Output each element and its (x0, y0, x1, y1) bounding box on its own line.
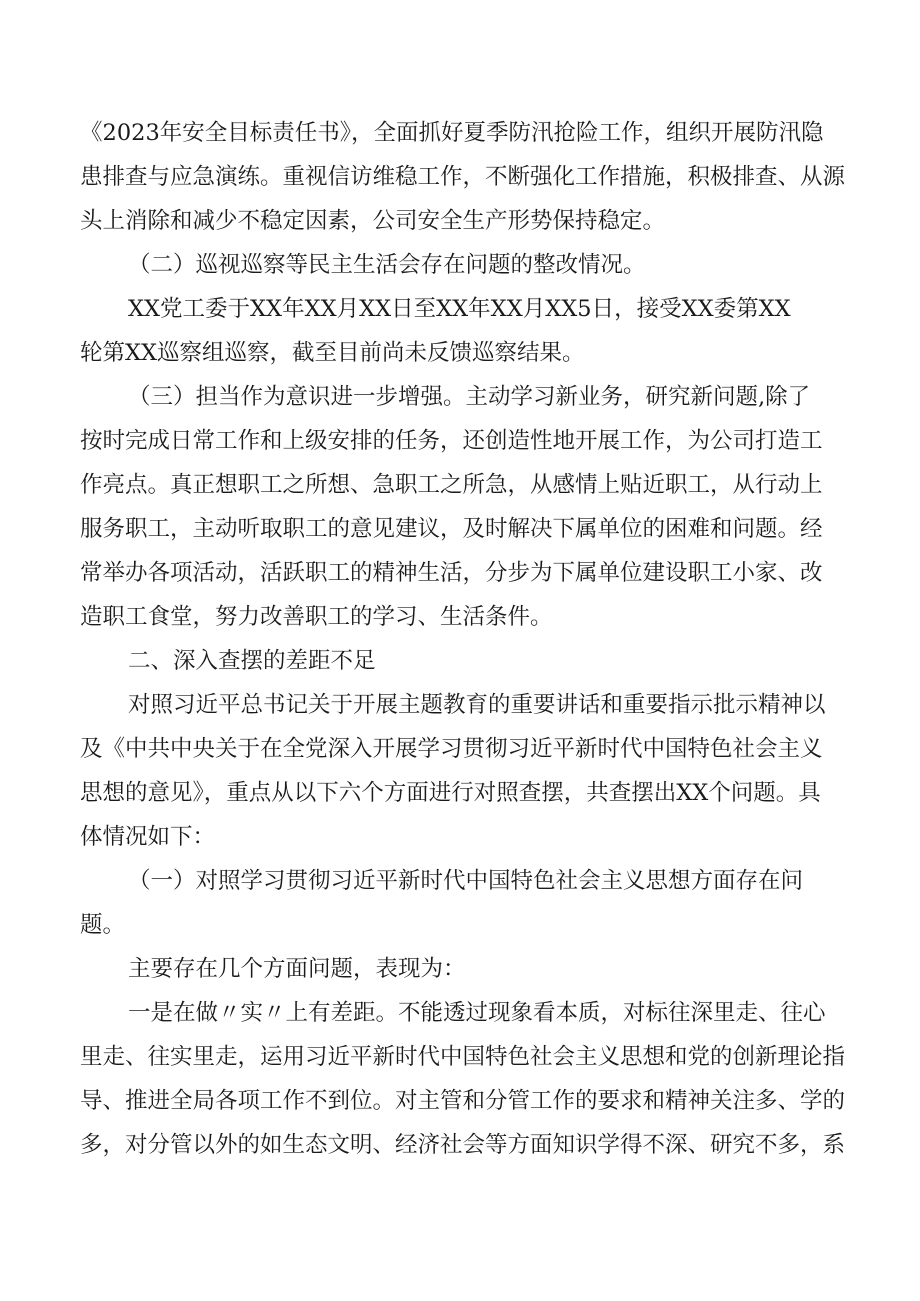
text-line: 常举办各项活动，活跃职工的精神生活，分步为下属单位建设职工小家、改 (80, 560, 823, 586)
text-line: 造职工食堂，努力改善职工的学习、生活条件。 (80, 604, 553, 630)
text-line: 主要存在几个方面问题，表现为： (128, 956, 466, 982)
text-line: （二）巡视巡察等民主生活会存在问题的整改情况。 (128, 252, 646, 278)
text-line: 导、推进全局各项工作不到位。对主管和分管工作的要求和精神关注多、学的 (80, 1088, 846, 1114)
text-line: 轮第XX巡察组巡察，截至目前尚未反馈巡察结果。 (80, 340, 585, 366)
text-line: （三）担当作为意识进一步增强。主动学习新业务，研究新问题,除了 (128, 384, 811, 410)
text-line: 里走、往实里走，运用习近平新时代中国特色社会主义思想和党的创新理论指 (80, 1044, 846, 1070)
text-line: 服务职工，主动听取职工的意见建议，及时解决下属单位的困难和问题。经 (80, 516, 823, 542)
text-line: （一）对照学习贯彻习近平新时代中国特色社会主义思想方面存在问 (128, 868, 804, 894)
text-line: 按时完成日常工作和上级安排的任务，还创造性地开展工作，为公司打造工 (80, 428, 823, 454)
text-line: 思想的意见》，重点从以下六个方面进行对照查摆，共查摆出XX个问题。具 (80, 780, 821, 806)
text-line: XX党工委于XX年XX月XX日至XX年XX月XX5日，接受XX委第XX (128, 296, 791, 322)
text-line: 患排查与应急演练。重视信访维稳工作，不断强化工作措施，积极排查、从源 (80, 164, 846, 190)
text-line: 多，对分管以外的如生态文明、经济社会等方面知识学得不深、研究不多，系 (80, 1132, 846, 1158)
text-line: 一是在做〃实〃上有差距。不能透过现象看本质，对标往深里走、往心 (128, 1000, 826, 1026)
text-line: 体情况如下： (80, 824, 216, 850)
text-line: 《2023年安全目标责任书》，全面抓好夏季防汛抢险工作，组织开展防汛隐 (80, 120, 824, 146)
text-line: 作亮点。真正想职工之所想、急职工之所急，从感情上贴近职工，从行动上 (80, 472, 823, 498)
text-line: 题。 (80, 912, 126, 938)
text-line: 头上消除和减少不稳定因素，公司安全生产形势保持稳定。 (80, 208, 666, 234)
text-line: 及《中共中央关于在全党深入开展学习贯彻习近平新时代中国特色社会主义 (80, 736, 823, 762)
text-line: 对照习近平总书记关于开展主题教育的重要讲话和重要指示批示精神以 (128, 692, 826, 718)
section-heading: 二、深入查摆的差距不足 (128, 648, 376, 674)
